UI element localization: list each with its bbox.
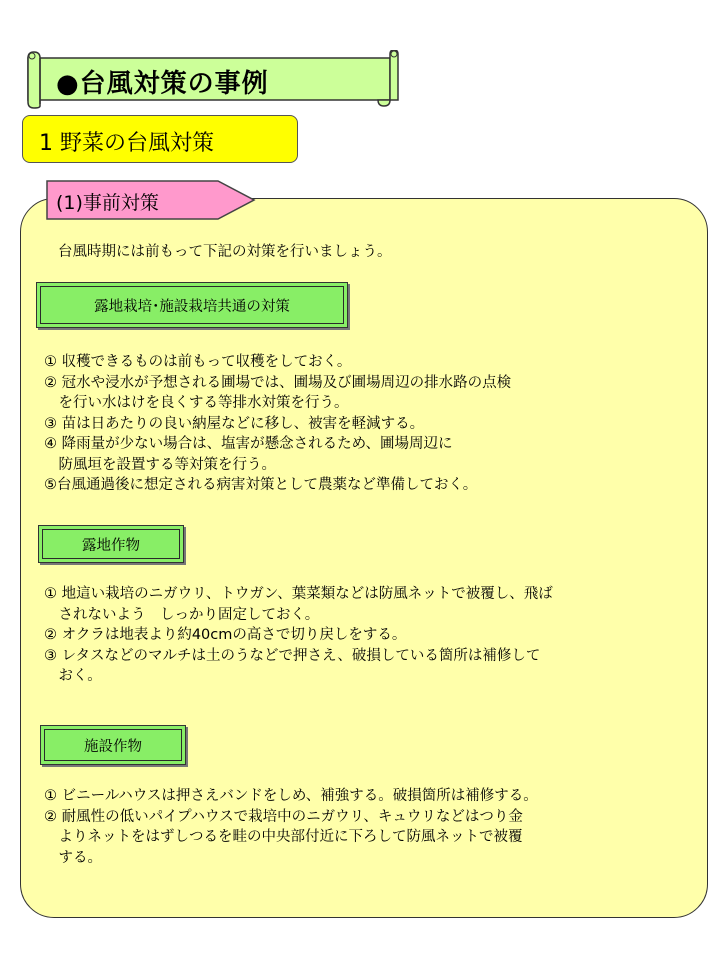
group-list-common (44, 352, 511, 496)
group-heading-common (36, 282, 348, 328)
group-list-greenhouse (44, 786, 538, 868)
list-item: する。 (44, 849, 102, 866)
list-item: ① ビニールハウスは押さえバンドをしめ、補強する。破損箇所は補修する。 (44, 788, 538, 804)
section-heading-box (22, 115, 298, 163)
list-item: ③ 苗は日あたりの良い納屋などに移し、被害を軽減する。 (44, 415, 425, 432)
list-item: ④ 降雨量が少ない場合は、塩害が懸念されるため、圃場周辺に (44, 436, 453, 452)
list-item: ② 冠水や浸水が予想される圃場では、圃場及び圃場周辺の排水路の点検 (44, 374, 512, 391)
section-title: 1 野菜の台風対策 (39, 131, 214, 156)
list-item: ① 収穫できるものは前もって収穫をしておく。 (44, 354, 352, 370)
list-item: ③ レタスなどのマルチは土のうなどで押さえ、破損している箇所は補修して (44, 647, 541, 664)
list-item: ⑤台風通過後に想定される病害対策として農薬など準備しておく。 (44, 477, 478, 493)
page-title: ●台風対策の事例 (56, 69, 269, 99)
group-heading-open-field (38, 525, 184, 563)
list-item: されないよう しっかり固定しておく。 (44, 606, 320, 623)
group-heading-label: 露地作物 (82, 538, 140, 554)
list-item: を行い水はけを良くする等排水対策を行う。 (44, 395, 349, 411)
group-list-open-field (44, 584, 553, 687)
list-item: ② 耐風性の低いパイプハウスで栽培中のニガウリ、キュウリなどはつり金 (44, 808, 523, 825)
group-heading-greenhouse (40, 725, 186, 765)
subsection-tab (46, 180, 256, 220)
list-item: 防風垣を設置する等対策を行う。 (44, 456, 276, 473)
group-heading-label: 施設作物 (84, 739, 142, 755)
list-item: ① 地這い栽培のニガウリ、トウガン、葉菜類などは防風ネットで被覆し、飛ば (44, 586, 553, 602)
title-scroll-banner (18, 50, 400, 108)
intro-text: 台風時期には前もって下記の対策を行いましょう。 (58, 244, 392, 260)
subsection-tab-label: (1)事前対策 (56, 192, 159, 214)
list-item: ② オクラは地表より約40cmの高さで切り戻しをする。 (44, 627, 407, 643)
list-item: よりネットをはずしつるを畦の中央部付近に下ろして防風ネットで被覆 (44, 829, 523, 845)
list-item: おく。 (44, 668, 102, 684)
group-heading-label: 露地栽培･施設栽培共通の対策 (94, 299, 290, 315)
